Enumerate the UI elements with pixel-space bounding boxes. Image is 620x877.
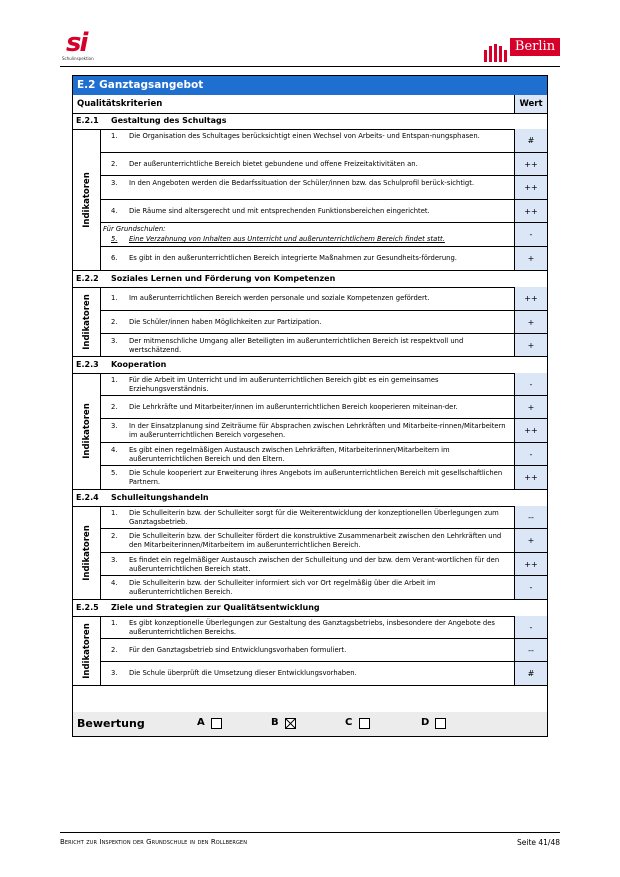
row-text: Es gibt in den außerunterrichtlichen Bereich integrierte Maßnahmen zur Gesundheits-förderung.: [129, 254, 457, 262]
quality-table: [72, 75, 548, 737]
indicator-row: [101, 176, 547, 200]
rating-option-b-label: B: [271, 717, 279, 728]
berlin-logo: [484, 38, 560, 62]
indicator-label-cell: [73, 506, 101, 600]
rating-label: Bewertung: [77, 717, 145, 730]
section-header: [73, 357, 547, 374]
row-text: Die Organisation des Schultages berücksichtigt einen Wechsel von Arbeits- und Entspan-nungsphasen.: [129, 132, 480, 140]
footer-page-number: Seite 41/48: [516, 838, 560, 847]
rating-option-a-label: A: [197, 717, 205, 728]
row-prefix-note: Für Grundschulen:: [103, 225, 166, 233]
rating-checkbox-b[interactable]: [285, 718, 296, 729]
row-number: 5.: [111, 235, 118, 243]
section-header: [73, 600, 547, 617]
indicator-label-cell: [73, 373, 101, 490]
row-text: Im außerunterrichtlichen Bereich werden personale und soziale Kompetenzen gefördert.: [129, 294, 430, 302]
header-rule: [60, 66, 560, 67]
row-text: Die Schule kooperiert zur Erweiterung ihres Angebots im außerunterrichtlichen Bereich mit gesellschaftlichen Partnern.: [129, 469, 503, 486]
row-text: Die Schule überprüft die Umsetzung dieser Entwicklungsvorhaben.: [129, 669, 357, 677]
row-text: In der Einsatzplanung sind Zeiträume für Absprachen zwischen Lehrkräften und Mitarbeite-rinnen/Mitarbeitern im außerunterrichtlichen Bereich vorgesehen.: [129, 422, 506, 439]
row-value: #: [514, 662, 547, 685]
row-text: In den Angeboten werden die Bedarfssituation der Schüler/innen bzw. das Schulprofil berück-sichtigt.: [129, 179, 475, 187]
row-text: Der mitmenschliche Umgang aller Beteiligten im außerunterrichtlichen Bereich ist respektvoll und wertschätzend.: [129, 337, 464, 354]
rating-checkbox-d[interactable]: [435, 718, 446, 729]
row-number: 2.: [111, 403, 118, 411]
row-number: 1.: [111, 294, 118, 302]
row-number: 3.: [111, 337, 118, 345]
row-number: 3.: [111, 179, 118, 187]
indicator-label: Indikatoren: [81, 524, 92, 581]
row-value: ++: [514, 153, 547, 175]
berlin-logo-text: Berlin: [510, 38, 560, 56]
row-text: Für den Ganztagsbetrieb sind Entwicklungsvorhaben formuliert.: [129, 646, 347, 654]
rating-row: [73, 712, 547, 736]
row-value: -: [514, 576, 547, 599]
row-text: Die Schüler/innen haben Möglichkeiten zur Partizipation.: [129, 318, 322, 326]
row-value: +: [514, 247, 547, 270]
row-text: Die Lehrkräfte und Mitarbeiter/innen im außerunterrichtlichen Bereich kooperieren miteinan-der.: [129, 403, 458, 411]
row-text: Die Schulleiterin bzw. der Schulleiter sorgt für die Weiterentwicklung der konzeptionellen Überlegungen zum Ganztagsbetrieb.: [129, 509, 499, 526]
row-number: 2.: [111, 532, 118, 540]
section-number: E.2.4: [76, 493, 99, 502]
indicator-row: [101, 419, 547, 443]
si-logo-subtitle: Schulinspektion: [62, 56, 94, 61]
checkmark-x-icon: [286, 719, 295, 728]
criteria-column-header: Qualitätskriterien: [77, 99, 163, 109]
section-title: Kooperation: [111, 360, 167, 369]
indicator-row: [101, 287, 547, 311]
row-number: 3.: [111, 556, 118, 564]
indicator-row: [101, 223, 547, 247]
row-number: 1.: [111, 619, 118, 627]
row-number: 1.: [111, 132, 118, 140]
row-value: ++: [514, 287, 547, 310]
row-number: 3.: [111, 669, 118, 677]
row-value: +: [514, 529, 547, 552]
row-text: Es gibt einen regelmäßigen Austausch zwischen Lehrkräften, Mitarbeiterinnen/Mitarbeitern im außerunterrichtlichen Bereich und den Eltern.: [129, 446, 450, 463]
row-text: Für die Arbeit im Unterricht und im außerunterrichtlichen Bereich gibt es ein gemeinsames Erziehungsverständnis.: [129, 376, 439, 393]
indicator-label-cell: [73, 287, 101, 357]
row-text: Es gibt konzeptionelle Überlegungen zur Gestaltung des Ganztagsbetriebs, insbesondere der Angebote des außerunterrichtlichen Bereichs.: [129, 619, 495, 636]
indicator-label-cell: [73, 616, 101, 686]
indicator-row: [101, 576, 547, 600]
row-text: Eine Verzahnung von Inhalten aus Unterricht und außerunterrichtlichem Bereich findet statt.: [129, 235, 445, 243]
indicator-row: [101, 616, 547, 639]
section-number: E.2.5: [76, 603, 99, 612]
row-text: Es findet ein regelmäßiger Austausch zwischen der Schulleitung und der bzw. dem Verant-wortlichen für den außerunterrichtlichen Bereich statt.: [129, 556, 500, 573]
row-text: Die Schulleiterin bzw. der Schulleiter fördert die konstruktive Zusammenarbeit zwischen den Lehrkräften und den Mitarbeiterinnen/Mitarbeitern im außerunterrichtlichen Bereich.: [129, 532, 502, 549]
row-number: 2.: [111, 160, 118, 168]
section-number: E.2.2: [76, 274, 99, 283]
row-number: 1.: [111, 376, 118, 384]
section-number: E.2.1: [76, 116, 99, 125]
indicator-row: [101, 247, 547, 271]
indicator-label: Indikatoren: [81, 171, 92, 228]
section-title: Gestaltung des Schultags: [111, 116, 227, 125]
row-number: 2.: [111, 318, 118, 326]
row-text: Die Schulleiterin bzw. der Schulleiter informiert sich vor Ort regelmäßig über die Arbeit im außerunterrichtlichen Bereich.: [129, 579, 436, 596]
row-value: #: [514, 129, 547, 152]
indicator-row: [101, 373, 547, 396]
indicator-row: [101, 396, 547, 419]
indicator-row: [101, 334, 547, 357]
section-header: [73, 113, 547, 130]
indicator-row: [101, 443, 547, 466]
indicator-row: [101, 311, 547, 334]
indicator-row: [101, 506, 547, 529]
row-number: 5.: [111, 469, 118, 477]
row-value: ++: [514, 466, 547, 489]
si-logo-text: si: [66, 28, 87, 58]
row-text: Die Räume sind altersgerecht und mit entsprechenden Funktionsbereichen eingerichtet.: [129, 207, 430, 215]
row-value: --: [514, 639, 547, 661]
indicator-row: [101, 529, 547, 553]
si-logo: [62, 28, 106, 62]
section-title: Ziele und Strategien zur Qualitätsentwicklung: [111, 603, 320, 612]
footer-report-title: Bericht zur Inspektion der Grundschule in den Rollbergen: [60, 838, 248, 846]
row-number: 1.: [111, 509, 118, 517]
indicator-label: Indikatoren: [81, 403, 92, 459]
section-title: Soziales Lernen und Förderung von Kompetenzen: [111, 274, 336, 283]
section-header: [73, 271, 547, 288]
column-header-row: [73, 95, 547, 114]
row-value: ++: [514, 176, 547, 199]
indicator-row: [101, 129, 547, 153]
indicator-label-cell: [73, 129, 101, 271]
brandenburg-gate-icon: [484, 44, 508, 62]
indicator-row: [101, 662, 547, 686]
row-value: ++: [514, 553, 547, 575]
row-number: 3.: [111, 422, 118, 430]
rating-option-d-label: D: [421, 717, 430, 728]
row-text: Der außerunterrichtliche Bereich bietet gebundene und offene Freizeitaktivitäten an.: [129, 160, 418, 168]
row-number: 4.: [111, 207, 118, 215]
indicator-row: [101, 466, 547, 490]
indicator-row: [101, 200, 547, 223]
value-column-header: Wert: [514, 95, 547, 113]
row-number: 2.: [111, 646, 118, 654]
row-number: 4.: [111, 446, 118, 454]
row-value: -: [514, 443, 547, 465]
indicator-label: Indikatoren: [81, 293, 92, 350]
row-value: -: [514, 373, 547, 395]
section-title: Schulleitungshandeln: [111, 493, 209, 502]
indicator-row: [101, 553, 547, 576]
row-value: ++: [514, 419, 547, 442]
row-value: -: [514, 616, 547, 638]
footer-rule: [60, 832, 560, 833]
section-header: [73, 490, 547, 507]
rating-checkbox-c[interactable]: [359, 718, 370, 729]
row-value: --: [514, 506, 547, 528]
row-value: +: [514, 311, 547, 333]
indicator-row: [101, 153, 547, 176]
rating-option-c-label: C: [345, 717, 353, 728]
table-title: E.2 Ganztagsangebot: [73, 76, 547, 95]
row-number: 6.: [111, 254, 118, 262]
indicator-row: [101, 639, 547, 662]
row-value: -: [514, 223, 547, 246]
section-number: E.2.3: [76, 360, 99, 369]
row-value: +: [514, 396, 547, 418]
row-value: +: [514, 334, 547, 356]
indicator-label: Indikatoren: [81, 622, 92, 679]
row-value: ++: [514, 200, 547, 222]
row-number: 4.: [111, 579, 118, 587]
rating-checkbox-a[interactable]: [211, 718, 222, 729]
